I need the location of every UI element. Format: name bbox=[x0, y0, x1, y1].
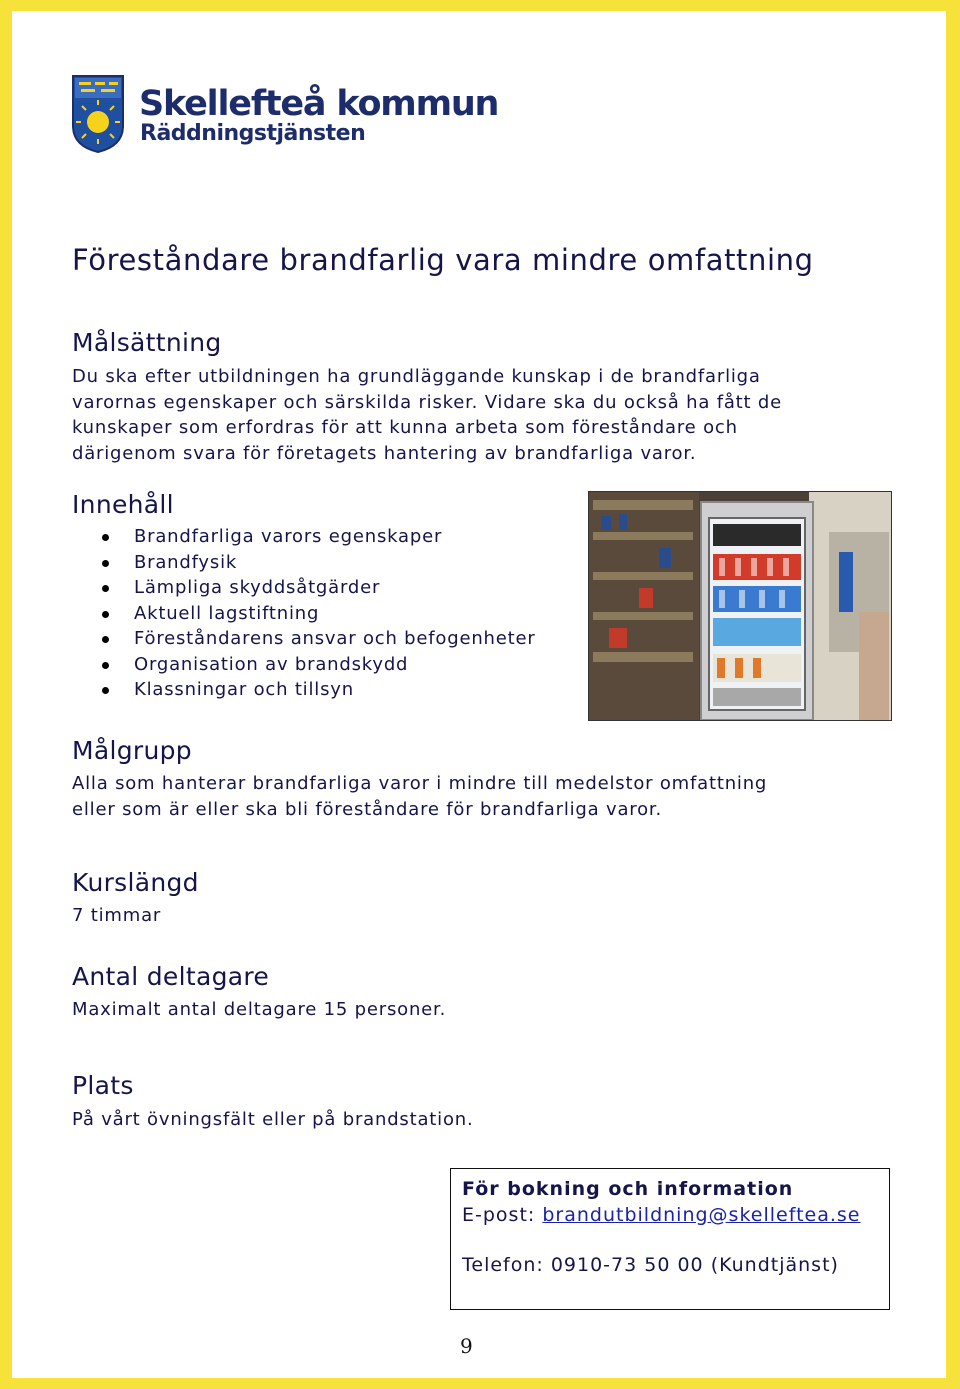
malsattning-line: därigenom svara för företagets hantering av brandfarliga varor. bbox=[72, 442, 697, 464]
list-item: Lämpliga skyddsåtgärder bbox=[72, 575, 536, 601]
email-link[interactable]: brandutbildning@skelleftea.se bbox=[542, 1204, 861, 1226]
document-title: Föreståndare brandfarlig vara mindre omfattning bbox=[72, 243, 814, 277]
antal-text: Maximalt antal deltagare 15 personer. bbox=[72, 999, 447, 1020]
malgrupp-heading: Målgrupp bbox=[72, 736, 192, 765]
plats-heading: Plats bbox=[72, 1071, 134, 1100]
email-label: E-post: bbox=[462, 1204, 543, 1226]
page-number: 9 bbox=[460, 1334, 473, 1358]
bullet-icon bbox=[102, 662, 109, 669]
bullet-icon bbox=[102, 611, 109, 618]
malsattning-line: kunskaper som erfordras för att kunna arbeta som föreståndare och bbox=[72, 417, 738, 438]
store-cabinet-photo bbox=[588, 491, 892, 721]
list-item: Klassningar och tillsyn bbox=[72, 677, 536, 703]
kurslangd-text: 7 timmar bbox=[72, 905, 162, 926]
bullet-icon bbox=[102, 534, 109, 541]
bullet-icon bbox=[102, 636, 109, 643]
antal-heading: Antal deltagare bbox=[72, 962, 270, 991]
email-line bbox=[462, 1204, 860, 1226]
plats-text: På vårt övningsfält eller på brandstation. bbox=[72, 1109, 474, 1130]
bullet-icon bbox=[102, 585, 109, 592]
list-item: Brandfarliga varors egenskaper bbox=[72, 524, 536, 550]
malsattning-text bbox=[72, 364, 782, 466]
list-item: Föreståndarens ansvar och befogenheter bbox=[72, 626, 536, 652]
malsattning-line: Du ska efter utbildningen ha grundläggande kunskap i de brandfarliga bbox=[72, 366, 761, 387]
malsattning-heading: Målsättning bbox=[72, 328, 222, 357]
bullet-icon bbox=[102, 687, 109, 694]
malsattning-line: varornas egenskaper och särskilda risker. Vidare ska du också ha fått de bbox=[72, 391, 782, 413]
list-item: Organisation av brandskydd bbox=[72, 652, 536, 678]
innehall-list bbox=[72, 524, 536, 703]
list-item: Aktuell lagstiftning bbox=[72, 601, 536, 627]
logo-title: Skellefteå kommun bbox=[139, 84, 499, 124]
phone-line: Telefon: 0910-73 50 00 (Kundtjänst) bbox=[462, 1254, 839, 1276]
malgrupp-line: Alla som hanterar brandfarliga varor i mindre till medelstor omfattning bbox=[72, 773, 768, 794]
malgrupp-text bbox=[72, 771, 767, 822]
kurslangd-heading: Kurslängd bbox=[72, 868, 199, 897]
list-item: Brandfysik bbox=[72, 550, 536, 576]
bullet-icon bbox=[102, 560, 109, 567]
logo-subtitle: Räddningstjänsten bbox=[140, 121, 366, 146]
innehall-heading: Innehåll bbox=[72, 490, 174, 519]
booking-heading: För bokning och information bbox=[462, 1178, 794, 1200]
coat-of-arms-logo bbox=[71, 74, 125, 154]
malgrupp-line: eller som är eller ska bli föreståndare för brandfarliga varor. bbox=[72, 798, 662, 820]
